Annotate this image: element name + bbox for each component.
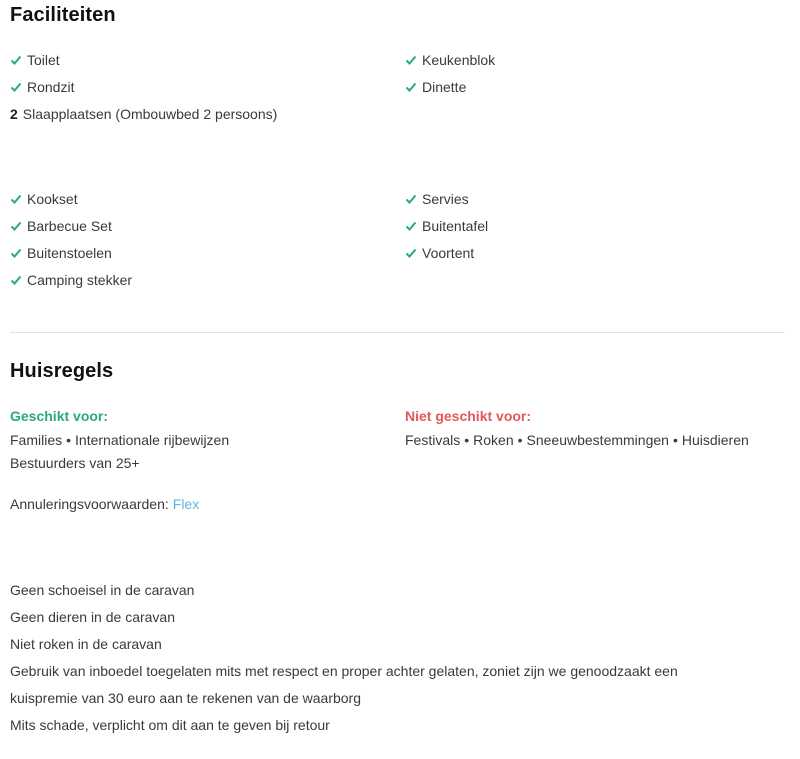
facility-item: Barbecue Set bbox=[10, 213, 132, 240]
checkmark-icon bbox=[10, 193, 22, 205]
rule-line: kuispremie van 30 euro aan te rekenen van de waarborg bbox=[10, 690, 361, 706]
checkmark-icon bbox=[10, 54, 22, 66]
house-rules-title: Huisregels bbox=[10, 360, 114, 382]
checkmark-icon bbox=[405, 81, 417, 93]
facilities-group1-left bbox=[10, 47, 277, 128]
not-suitable-list bbox=[405, 432, 749, 448]
listing-details bbox=[10, 0, 785, 759]
cancellation-link[interactable]: Flex bbox=[172, 496, 200, 512]
checkmark-icon bbox=[405, 54, 417, 66]
facilities-group2-left bbox=[10, 186, 132, 294]
checkmark-icon bbox=[405, 247, 417, 259]
not-suitable-item: Sneeuwbestemmingen bbox=[526, 432, 669, 448]
bullet-separator: • bbox=[464, 432, 470, 448]
driver-age: Bestuurders van 25+ bbox=[10, 455, 140, 471]
suitable-item: Internationale rijbewijzen bbox=[75, 432, 230, 448]
sleeping-places bbox=[10, 101, 277, 128]
facility-item: Keukenblok bbox=[405, 47, 495, 74]
facility-item: Buitentafel bbox=[405, 213, 488, 240]
facilities-title: Faciliteiten bbox=[10, 4, 116, 26]
facility-item: Camping stekker bbox=[10, 267, 132, 294]
rule-line: Mits schade, verplicht om dit aan te geven bij retour bbox=[10, 717, 330, 733]
sleeping-count: 2 bbox=[10, 106, 18, 122]
suitable-item: Families bbox=[10, 432, 63, 448]
facility-item: Dinette bbox=[405, 74, 495, 101]
facility-item: Rondzit bbox=[10, 74, 277, 101]
facility-item: Buitenstoelen bbox=[10, 240, 132, 267]
facilities-group2-right bbox=[405, 186, 488, 267]
not-suitable-label: Niet geschikt voor: bbox=[405, 408, 532, 424]
checkmark-icon bbox=[10, 81, 22, 93]
facility-item: Servies bbox=[405, 186, 488, 213]
rule-line: Geen schoeisel in de caravan bbox=[10, 582, 195, 598]
checkmark-icon bbox=[10, 220, 22, 232]
facility-item: Voortent bbox=[405, 240, 488, 267]
cancellation-policy bbox=[10, 496, 199, 512]
facility-item: Kookset bbox=[10, 186, 132, 213]
bullet-separator: • bbox=[66, 432, 72, 448]
not-suitable-item: Huisdieren bbox=[681, 432, 749, 448]
sleeping-label: Slaapplaatsen (Ombouwbed 2 persoons) bbox=[22, 106, 278, 122]
checkmark-icon bbox=[405, 220, 417, 232]
cancellation-label: Annuleringsvoorwaarden: bbox=[10, 496, 169, 512]
facilities-group1-right bbox=[405, 47, 495, 101]
house-rules-text bbox=[10, 577, 678, 739]
suitable-label: Geschikt voor: bbox=[10, 408, 109, 424]
checkmark-icon bbox=[10, 274, 22, 286]
rule-line: Niet roken in de caravan bbox=[10, 636, 162, 652]
checkmark-icon bbox=[405, 193, 417, 205]
rule-line: Gebruik van inboedel toegelaten mits met respect en proper achter gelaten, zoniet zijn we genoodzaakt een bbox=[10, 663, 678, 679]
not-suitable-item: Festivals bbox=[405, 432, 461, 448]
section-divider bbox=[10, 332, 785, 333]
not-suitable-item: Roken bbox=[473, 432, 514, 448]
bullet-separator: • bbox=[672, 432, 678, 448]
rule-line: Geen dieren in de caravan bbox=[10, 609, 175, 625]
facility-item: Toilet bbox=[10, 47, 277, 74]
suitable-list bbox=[10, 432, 229, 448]
bullet-separator: • bbox=[517, 432, 523, 448]
checkmark-icon bbox=[10, 247, 22, 259]
